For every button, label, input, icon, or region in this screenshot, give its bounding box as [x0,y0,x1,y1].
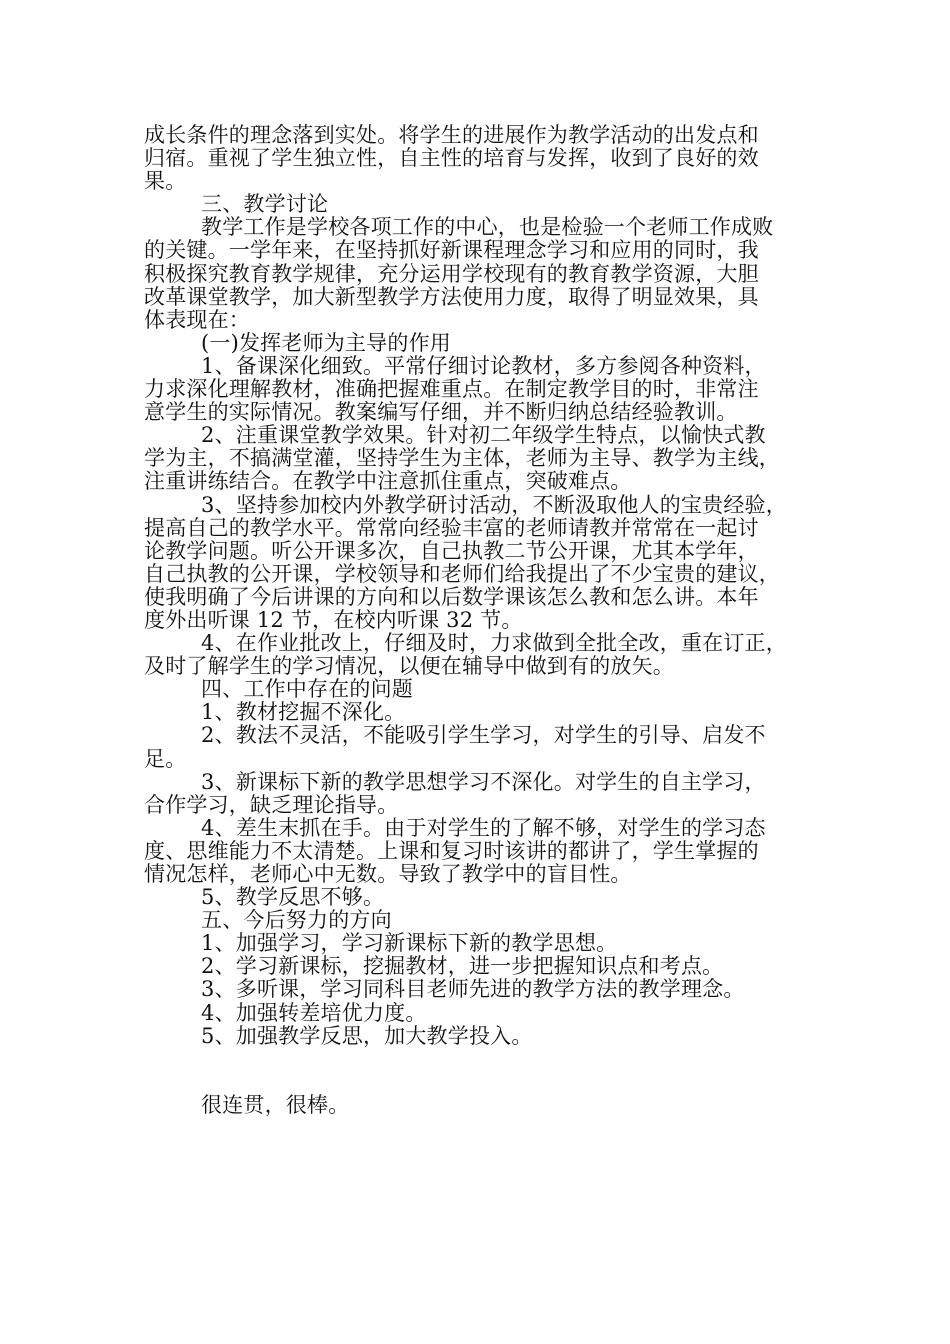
text-line: 改革课堂教学，加大新型教学方法使用力度，取得了明显效果，具 [144,284,759,309]
text-line: 4、差生末抓在手。由于对学生的了解不够，对学生的学习态 [201,815,766,840]
text-line: 3、坚持参加校内外教学研讨活动，不断汲取他人的宝贵经验， [201,492,787,517]
text-line: 足。 [144,746,187,771]
text-line: 合作学习，缺乏理论指导。 [144,792,399,817]
text-line: 使我明确了今后讲课的方向和以后数学课该怎么教和怎么讲。本年 [144,584,759,609]
text-line: 自己执教的公开课，学校领导和老师们给我提出了不少宝贵的建议， [144,561,780,586]
text-line: 度外出听课 12 节，在校内听课 32 节。 [144,607,523,632]
text-line: 1、加强学习，学习新课标下新的教学思想。 [201,931,618,956]
text-line: 的关键。一学年来，在坚持抓好新课程理念学习和应用的同时，我 [144,238,759,263]
text-line: 力求深化理解教材，准确把握难重点。在制定教学目的时，非常注 [144,377,759,402]
closing-remark: 很连贯，很棒。 [201,1092,350,1117]
text-line: 体表现在： [144,307,250,332]
text-line: 5、加强教学反思，加大教学投入。 [201,1023,533,1048]
text-line: 注重讲练结合。在教学中注意抓住重点，突破难点。 [144,469,632,494]
paragraph-gap [144,1048,824,1094]
text-line: 1、备课深化细致。平常仔细讨论教材，多方参阅各种资料， [201,353,766,378]
text-line: 度、思维能力不太清楚。上课和复习时该讲的都讲了，学生掌握的 [144,838,759,863]
text-line: 教学工作是学校各项工作的中心，也是检验一个老师工作成败 [201,215,774,240]
text-line: 归宿。重视了学生独立性，自主性的培育与发挥，收到了良好的效 [144,146,759,171]
text-line: 情况怎样，老师心中无数。导致了教学中的盲目性。 [144,862,632,886]
text-line: 3、多听课，学习同科目老师先进的教学方法的教学理念。 [201,977,745,1002]
text-line: 1、教材挖掘不深化。 [201,700,406,725]
text-line: 2、教法不灵活，不能吸引学生学习，对学生的引导、启发不 [201,723,766,748]
text-line: 成长条件的理念落到实处。将学生的进展作为教学活动的出发点和 [144,123,759,147]
text-line: 2、注重课堂教学效果。针对初二年级学生特点，以愉快式教 [201,423,766,448]
text-line: 4、在作业批改上，仔细及时，力求做到全批全改，重在订正， [201,631,787,656]
text-line: 积极探究教育教学规律，充分运用学校现有的教育教学资源，大胆 [144,261,759,286]
text-line: 及时了解学生的学习情况，以便在辅导中做到有的放矢。 [144,654,674,679]
text-line: 学为主，不搞满堂灌，坚持学生为主体，老师为主导、教学为主线， [144,446,780,471]
text-line: (一)发挥老师为主导的作用 [201,330,451,355]
text-line: 提高自己的教学水平。常常向经验丰富的老师请教并常常在一起讨 [144,515,759,540]
text-line: 四、工作中存在的问题 [201,677,413,702]
text-line: 2、学习新课标，挖掘教材，进一步把握知识点和考点。 [201,954,724,979]
text-line: 论教学问题。听公开课多次，自己执教二节公开课，尤其本学年， [144,538,759,563]
text-line: 三、教学讨论 [201,192,329,217]
document-body [144,124,824,1117]
text-line: 五、今后努力的方向 [201,908,392,933]
text-line: 4、加强转差培优力度。 [201,1000,427,1025]
text-line: 5、教学反思不够。 [201,885,385,910]
text-line: 3、新课标下新的教学思想学习不深化。对学生的自主学习， [201,769,766,794]
text-line: 意学生的实际情况。教案编写仔细，并不断归纳总结经验教训。 [144,400,738,425]
text-line: 果。 [144,169,187,194]
